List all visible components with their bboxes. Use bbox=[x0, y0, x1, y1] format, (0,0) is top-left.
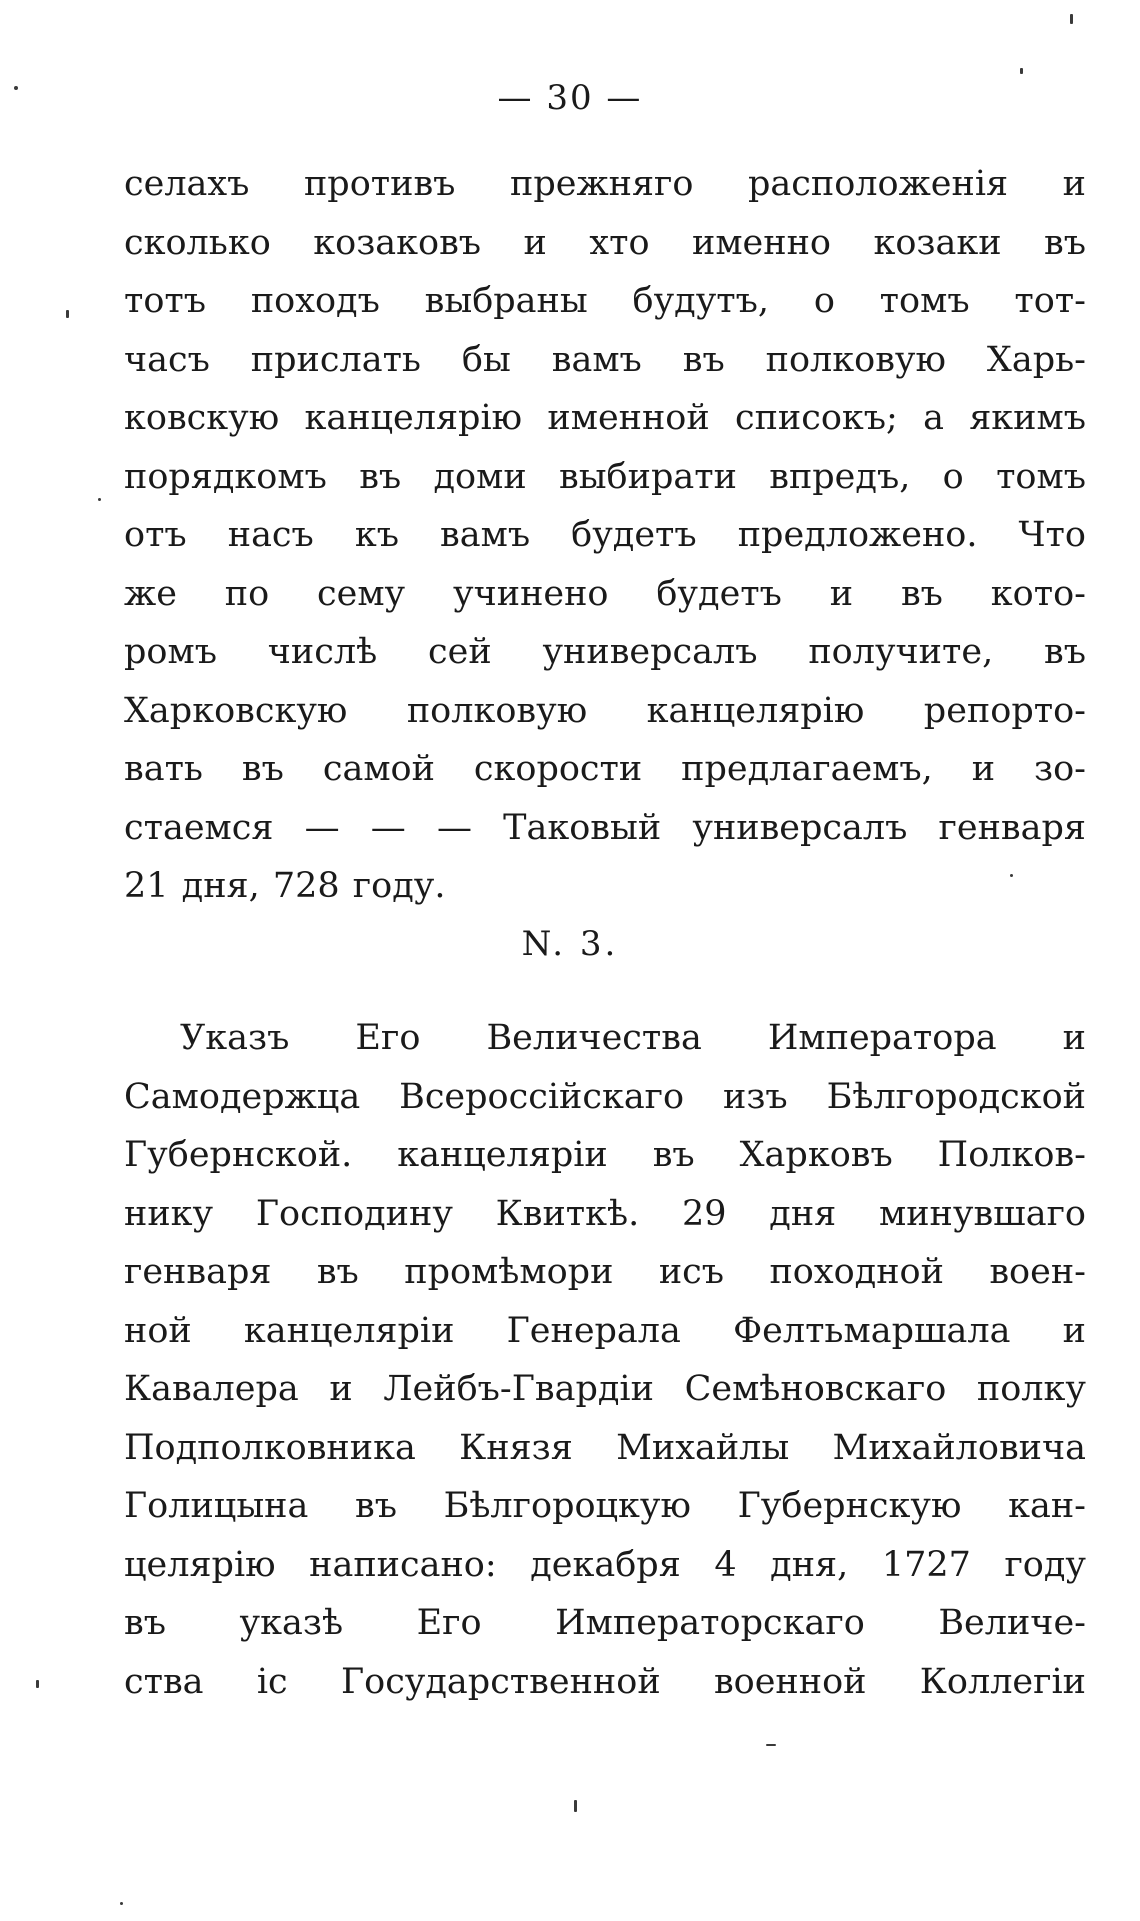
text-line: въ указѣ Его Императорскаго Величе- bbox=[124, 1603, 1086, 1643]
scan-speck bbox=[1020, 68, 1023, 74]
scan-speck bbox=[1070, 14, 1073, 24]
text-line: ной канцеляріи Генерала Фелтьмаршала и bbox=[124, 1310, 1086, 1351]
scan-speck bbox=[1010, 874, 1013, 877]
page-number: — 30 — bbox=[497, 78, 643, 118]
paragraph-decree bbox=[124, 1009, 1086, 1711]
text-line: Самодержца Всероссійскаго изъ Бѣлгородской bbox=[124, 1076, 1086, 1117]
paragraph-continuation bbox=[124, 155, 1086, 916]
text-line: сколько козаковъ и хто именно козаки въ bbox=[124, 222, 1086, 263]
text-line: нику Господину Квиткѣ. 29 дня минувшаго bbox=[124, 1193, 1086, 1234]
text-line: Указъ Его Величества Императора и bbox=[180, 1018, 1086, 1058]
text-line: 21 дня, 728 году. bbox=[124, 866, 446, 906]
text-line: Губернской. канцеляріи въ Харковъ Полков- bbox=[124, 1135, 1086, 1175]
scan-speck bbox=[98, 498, 101, 501]
text-line: часъ прислать бы вамъ въ полковую Харь- bbox=[124, 339, 1086, 380]
text-line: ства іс Государственной военной Коллегіи bbox=[124, 1661, 1086, 1702]
text-line: Подполковника Князя Михайлы Михайловича bbox=[124, 1427, 1086, 1468]
scan-speck bbox=[574, 1800, 577, 1812]
scan-speck bbox=[766, 1744, 776, 1746]
text-line: генваря въ промѣмори исъ походной воен- bbox=[124, 1252, 1086, 1292]
text-line: тотъ походъ выбраны будутъ, о томъ тот- bbox=[124, 281, 1086, 321]
text-line: Кавалера и Лейбъ-Гвардіи Семѣновскаго полку bbox=[124, 1369, 1086, 1409]
text-line: Голицына въ Бѣлгороцкую Губернскую кан- bbox=[124, 1486, 1086, 1526]
scan-speck bbox=[14, 86, 18, 90]
text-line: отъ насъ къ вамъ будетъ предложено. Что bbox=[124, 515, 1086, 555]
text-line: селахъ противъ прежняго расположенія и bbox=[124, 164, 1086, 204]
text-line: порядкомъ въ доми выбирати впредъ, о томъ bbox=[124, 456, 1086, 497]
text-line: стаемся — — — Таковый универсалъ генваря bbox=[124, 807, 1086, 848]
text-line: целярію написано: декабря 4 дня, 1727 году bbox=[124, 1544, 1086, 1585]
text-line: ковскую канцелярію именной списокъ; а якимъ bbox=[124, 398, 1086, 438]
scan-speck bbox=[36, 1680, 39, 1688]
section-heading: N. 3. bbox=[521, 924, 619, 964]
text-line: ромъ числѣ сей универсалъ получите, въ bbox=[124, 632, 1086, 672]
scan-speck bbox=[120, 1902, 123, 1905]
scan-speck bbox=[66, 310, 69, 318]
text-line: вать въ самой скорости предлагаемъ, и зо- bbox=[124, 749, 1086, 789]
text-line: же по сему учинено будетъ и въ кото- bbox=[124, 573, 1086, 614]
text-line: Харковскую полковую канцелярію репорто- bbox=[124, 690, 1086, 731]
